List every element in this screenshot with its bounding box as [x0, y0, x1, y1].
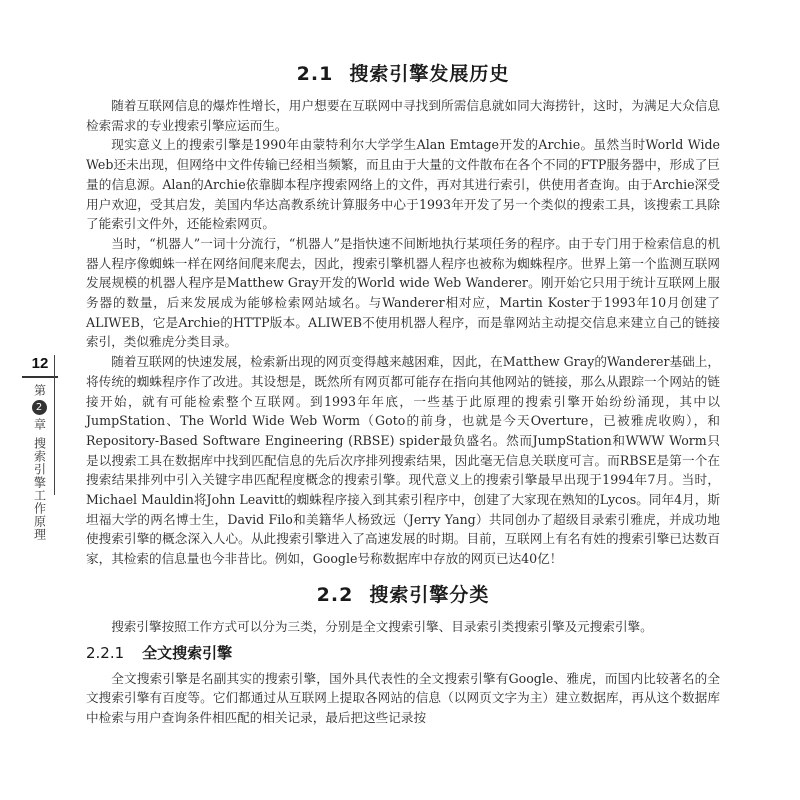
paragraph: 全文搜索引擎是名副其实的搜索引擎，国外具代表性的全文搜索引擎有Google、雅虎，而国内比较著名的全文搜索引擎有百度等。它们都通过从互联网上提取各网站的信息（以网页文字为主）建立数据库，再从这个数据库中检索与用户查询条件相匹配的相关记录，最后把这些记录按	[86, 670, 720, 725]
paragraph: 随着互联网的快速发展，检索新出现的网页变得越来越困难，因此，在Matthew Gray的Wanderer基础上，将传统的蜘蛛程序作了改进。其设想是，既然所有网页都可能存在指向其他网站的链接，那么从跟踪一个网站的链接开始，就有可能检索整个互联网。到1993年年底，一些基于此原理的搜索引擎开始纷纷涌现，其中以JumpStation、The World Wide Web Worm（Goto的前身，也就是今天Overture，已被雅虎收购），和Repository-Based Software Engineering (RBSE) spider最负盛名。然而JumpStation和WWW Worm只是以搜索工具在数据库中找到匹配信息的先后次序排列搜索结果，因此毫无信息关联度可言。而RBSE是第一个在搜索结果排列中引入关键字串匹配程度概念的搜索引擎。现代意义上的搜索引擎最早出现于1994年7月。当时，Michael Mauldin将John Leavitt的蜘蛛程序接入到其索引程序中，创建了大家现在熟知的Lycos。同年4月，斯坦福大学的两名博士生，David Filo和美籍华人杨致远（Jerry Yang）共同创办了超级目录索引雅虎，并成功地使搜索引擎的概念深入人心。从此搜索引擎进入了高速发展的时期。目前，互联网上有名有姓的搜索引擎已达数百家，其检索的信息量也今非昔比。例如，Google号称数据库中存放的网页已达40亿！	[86, 354, 720, 567]
chapter-tab	[32, 384, 49, 541]
subsection-number: 2.2.1	[86, 643, 125, 662]
subsection-title: 全文搜索引擎	[142, 643, 233, 662]
section-number: 2.1	[296, 63, 334, 85]
chapter-title: 搜索引擎工作原理	[32, 437, 47, 541]
page-content	[86, 58, 720, 728]
chapter-number-badge: 2	[32, 400, 47, 415]
margin-rule	[54, 355, 55, 495]
section-title: 搜索引擎分类	[369, 583, 490, 606]
section-heading-2-2	[86, 579, 720, 611]
chapter-prefix: 第	[32, 384, 47, 397]
paragraph: 现实意义上的搜索引擎是1990年由蒙特利尔大学学生Alan Emtage开发的Archie。虽然当时World Wide Web还未出现，但网络中文件传输已经相当频繁，而且由于大量的文件散布在各个不同的FTP服务器中，形成了巨量的信息源。Alan的Archie依靠脚本程序搜索网络上的文件，再对其进行索引，供使用者查询。由于Archie深受用户欢迎，受其启发，美国内华达高教系统计算服务中心于1993年开发了另一个类似的搜索工具，该搜索工具除了能索引文件外，还能检索网页。	[86, 137, 720, 232]
section-number: 2.2	[316, 583, 354, 606]
section-title: 搜索引擎发展历史	[349, 63, 510, 85]
paragraph: 随着互联网信息的爆炸性增长，用户想要在互联网中寻找到所需信息就如同大海捞针，这时，为满足大众信息检索需求的专业搜索引擎应运而生。	[86, 98, 720, 133]
page-margin-tab	[22, 355, 58, 541]
subsection-heading-2-2-1	[86, 641, 720, 665]
paragraph: 当时，“机器人”一词十分流行，“机器人”是指快速不间断地执行某项任务的程序。由于专门用于检索信息的机器人程序像蜘蛛一样在网络间爬来爬去，因此，搜索引擎机器人程序也被称为蜘蛛程序。世界上第一个监测互联网发展规模的机器人程序是Matthew Gray开发的World wide Web Wanderer。刚开始它只用于统计互联网上服务器的数量，后来发展成为能够检索网站域名。与Wanderer相对应，Martin Koster于1993年10月创建了ALIWEB，它是Archie的HTTP版本。ALIWEB不使用机器人程序，而是靠网站主动提交信息来建立自己的链接索引，类似雅虎分类目录。	[86, 235, 720, 350]
paragraph: 搜索引擎按照工作方式可以分为三类，分别是全文搜索引擎、目录索引类搜索引擎及元搜索引擎。	[111, 618, 653, 634]
chapter-suffix: 章	[32, 418, 47, 431]
page-number: 12	[22, 355, 58, 378]
section-heading-2-1	[86, 58, 720, 90]
